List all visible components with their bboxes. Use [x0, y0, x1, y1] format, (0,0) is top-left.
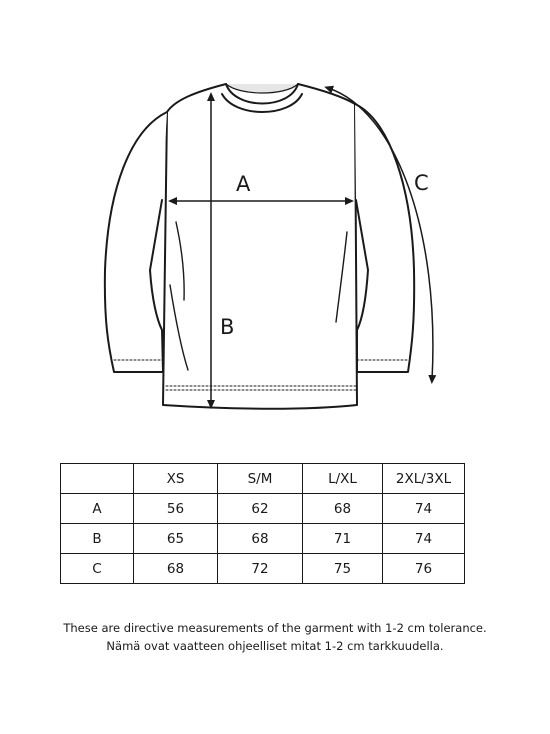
table-cell: 68 — [218, 524, 303, 554]
header-cell-empty — [61, 464, 134, 494]
table-cell: 68 — [134, 554, 218, 584]
header-cell-2xl3xl: 2XL/3XL — [383, 464, 465, 494]
table-cell: 75 — [303, 554, 383, 584]
table-row — [61, 494, 465, 524]
tolerance-note-english: These are directive measurements of the garment with 1-2 cm tolerance. — [63, 621, 487, 635]
label-a: A — [236, 172, 251, 196]
table-row — [61, 524, 465, 554]
table-cell: 76 — [383, 554, 465, 584]
table-cell: 68 — [303, 494, 383, 524]
table-row — [61, 554, 465, 584]
header-cell-xs: XS — [134, 464, 218, 494]
header-cell-lxl: L/XL — [303, 464, 383, 494]
table-cell: 74 — [383, 524, 465, 554]
table-header-row — [61, 464, 465, 494]
row-label: C — [61, 554, 134, 584]
label-b: B — [220, 315, 235, 339]
table-cell: 71 — [303, 524, 383, 554]
row-label: B — [61, 524, 134, 554]
table-cell: 65 — [134, 524, 218, 554]
size-table — [60, 463, 465, 584]
sweatshirt-outline — [105, 84, 414, 409]
header-cell-sm: S/M — [218, 464, 303, 494]
table-cell: 72 — [218, 554, 303, 584]
row-label: A — [61, 494, 134, 524]
tolerance-note-finnish: Nämä ovat vaatteen ohjeelliset mitat 1-2 cm tarkkuudella. — [106, 639, 444, 653]
table-cell: 62 — [218, 494, 303, 524]
table-cell: 56 — [134, 494, 218, 524]
label-c: C — [414, 171, 429, 195]
table-cell: 74 — [383, 494, 465, 524]
